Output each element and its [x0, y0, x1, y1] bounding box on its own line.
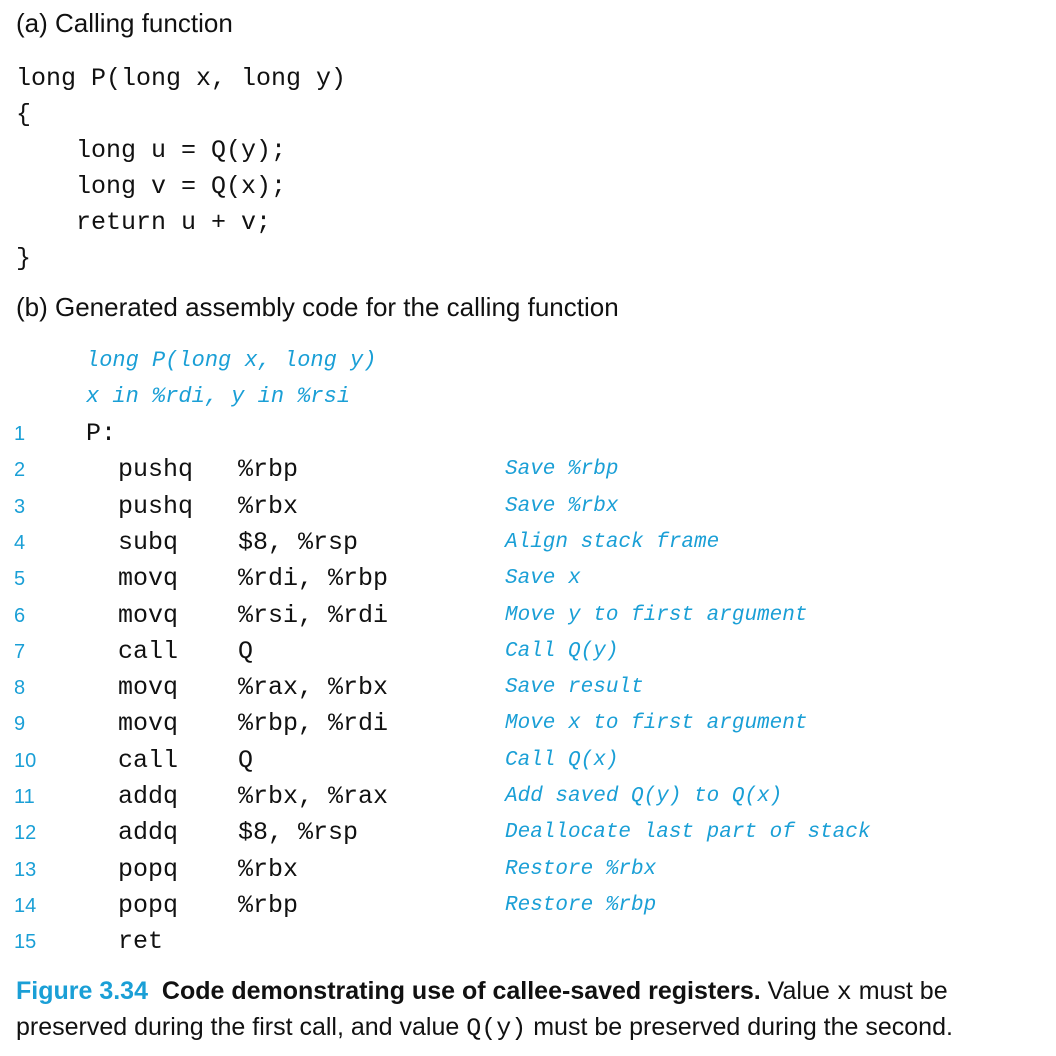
asm-mnemonic: ret [118, 927, 164, 957]
assembly-line [0, 525, 1056, 561]
figure-title: Code demonstrating use of callee-saved registers. [161, 977, 761, 1005]
asm-mnemonic: movq [118, 600, 179, 630]
asm-comment: Save %rbp [505, 458, 619, 482]
asm-operands: %rbp [238, 890, 299, 920]
line-number: 9 [14, 713, 26, 736]
asm-comment: Move y to first argument [505, 603, 808, 627]
asm-operands: $8, %rsp [238, 527, 359, 557]
line-number: 10 [14, 749, 37, 772]
asm-mnemonic: popq [118, 854, 179, 884]
asm-operands: %rdi, %rbp [238, 564, 389, 594]
figure-label: Figure 3.34 [16, 977, 148, 1005]
asm-mnemonic: movq [118, 564, 179, 594]
assembly-line [0, 852, 1056, 888]
asm-operands: %rax, %rbx [238, 673, 389, 703]
asm-operands: %rbx [238, 491, 299, 521]
asm-comment: Move x to first argument [505, 712, 808, 736]
assembly-line [0, 598, 1056, 634]
assembly-line [0, 489, 1056, 525]
asm-comment: Save %rbx [505, 494, 619, 518]
asm-operands: Q [238, 636, 254, 666]
asm-operands: %rbp [238, 455, 299, 485]
line-number: 6 [14, 604, 26, 627]
asm-mnemonic: addq [118, 782, 179, 811]
asm-mnemonic: call [118, 636, 179, 666]
assembly-line [0, 634, 1056, 670]
asm-comment: Call Q(x) [505, 748, 619, 772]
assembly-line [0, 888, 1056, 924]
assembly-line [0, 452, 1056, 488]
assembly-line [0, 743, 1056, 779]
caption-text: must be preserved during the second. [533, 1013, 953, 1041]
line-number: 11 [14, 786, 35, 808]
asm-comment: Deallocate last part of stack [505, 821, 871, 845]
assembly-line [0, 561, 1056, 597]
asm-mnemonic: movq [118, 709, 179, 739]
line-number: 14 [14, 894, 37, 917]
code-line: long v = Q(x); [16, 172, 287, 201]
asm-comment: Restore %rbp [505, 893, 657, 917]
figure-caption [16, 974, 1046, 1046]
asm-comment: Save result [505, 676, 644, 700]
caption-code: Q(y) [466, 1014, 527, 1043]
asm-mnemonic: pushq [118, 455, 194, 485]
caption-text: Value [767, 977, 830, 1005]
assembly-line [0, 706, 1056, 742]
asm-mnemonic: addq [118, 818, 179, 848]
assembly-line [0, 924, 1056, 960]
line-number: 5 [14, 568, 26, 591]
line-number: 2 [14, 459, 26, 482]
asm-header-registers: x in %rdi, y in %rsi [86, 384, 351, 409]
line-number: 8 [14, 677, 26, 700]
asm-operands: $8, %rsp [238, 818, 359, 848]
line-number: 13 [14, 858, 37, 881]
code-line: { [16, 100, 32, 129]
code-line: long P(long x, long y) [16, 64, 347, 93]
code-line: } [16, 244, 32, 273]
asm-comment: Save x [505, 567, 581, 591]
code-line: return u + v; [16, 208, 272, 237]
asm-mnemonic: pushq [118, 491, 194, 521]
asm-operands: %rsi, %rdi [238, 600, 389, 630]
line-number: 1 [14, 423, 26, 445]
asm-operands: %rbp, %rdi [238, 709, 389, 739]
caption-code: x [836, 978, 852, 1007]
line-number: 7 [14, 640, 26, 663]
asm-label: P: [86, 419, 117, 448]
section-b-heading: (b) Generated assembly code for the calling function [16, 292, 619, 322]
asm-comment: Call Q(y) [505, 639, 619, 663]
asm-comment: Restore %rbx [505, 857, 657, 881]
code-line: long u = Q(y); [16, 136, 287, 165]
line-number: 3 [14, 495, 26, 518]
asm-operands: %rbx, %rax [238, 782, 389, 811]
asm-mnemonic: call [118, 745, 179, 775]
caption-text: must be preserved during the first call, and value [16, 977, 948, 1041]
asm-operands: %rbx [238, 854, 299, 884]
asm-comment: Align stack frame [505, 530, 720, 554]
assembly-line [0, 670, 1056, 706]
asm-mnemonic: movq [118, 673, 179, 703]
line-number: 12 [14, 822, 37, 845]
assembly-line [0, 416, 1056, 452]
line-number: 15 [14, 931, 37, 954]
section-a-heading: (a) Calling function [16, 8, 233, 38]
asm-comment: Add saved Q(y) to Q(x) [505, 785, 783, 808]
assembly-line [0, 815, 1056, 851]
asm-header-signature: long P(long x, long y) [86, 348, 377, 373]
asm-mnemonic: subq [118, 527, 179, 557]
assembly-line [0, 779, 1056, 815]
asm-operands: Q [238, 745, 254, 775]
line-number: 4 [14, 531, 26, 554]
asm-mnemonic: popq [118, 890, 179, 920]
